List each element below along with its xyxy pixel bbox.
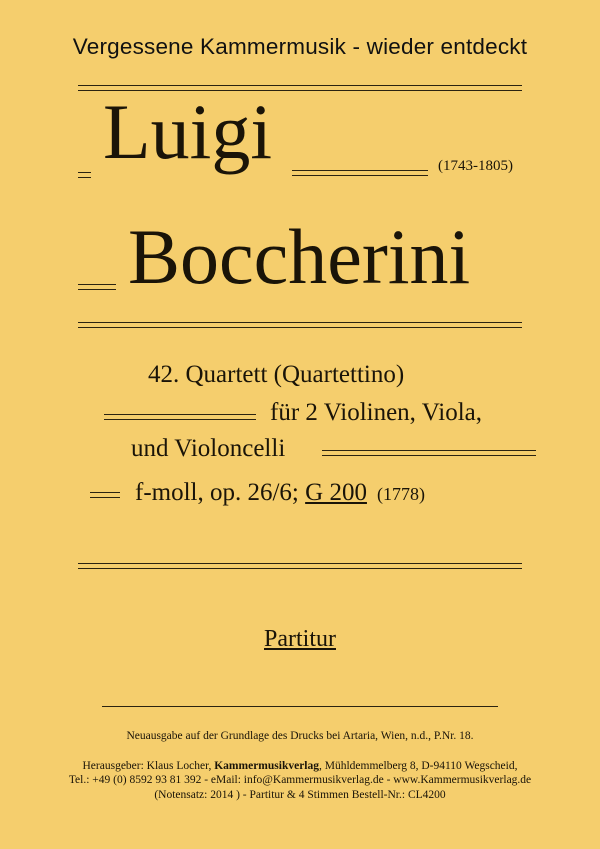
work-key-line [135,480,425,505]
work-scoring-line-2: und Violoncelli [131,435,286,462]
footer-order-info: (Notensatz: 2014 ) - Partitur & 4 Stimmen Bestell-Nr.: CL4200 [154,789,446,801]
composer-first-name: Luigi [103,88,272,175]
rule-key-left [90,492,120,498]
rule-first-name-right [292,170,428,176]
rule-footer-separator [102,706,498,707]
work-year: (1778) [376,484,425,504]
composer-life-dates: (1743-1805) [438,158,513,174]
rule-scoring-left [104,414,256,420]
series-title: Vergessene Kammermusik - wieder entdeckt [72,34,528,59]
work-key-opus: f-moll, op. 26/6; [135,479,306,506]
work-title: 42. Quartett (Quartettino) [148,361,405,388]
rule-last-name-left [78,284,116,290]
footer-source-note: Neuausgabe auf der Grundlage des Drucks bei Artaria, Wien, n.d., P.Nr. 18. [126,730,474,742]
rule-middle [78,322,522,328]
composer-last-name: Boccherini [128,213,471,300]
score-label: Partitur [264,626,336,652]
footer-address: , Mühldemmelberg 8, D-94110 Wegscheid, [319,760,518,772]
footer-contact: Tel.: +49 (0) 8592 93 81 392 - eMail: info@Kammermusikverlag.de - www.Kammermusikverlag.de [68,774,532,786]
work-scoring-line-1: für 2 Violinen, Viola, [270,399,483,426]
rule-lower [78,563,522,569]
footer-editor-line [0,761,600,773]
footer-publisher-name: Kammermusikverlag [214,760,319,772]
rule-first-name-left [78,172,91,178]
rule-scoring-right [322,450,536,456]
footer-editor: Herausgeber: Klaus Locher, [82,760,215,772]
work-catalog-number: G 200 [305,479,367,506]
